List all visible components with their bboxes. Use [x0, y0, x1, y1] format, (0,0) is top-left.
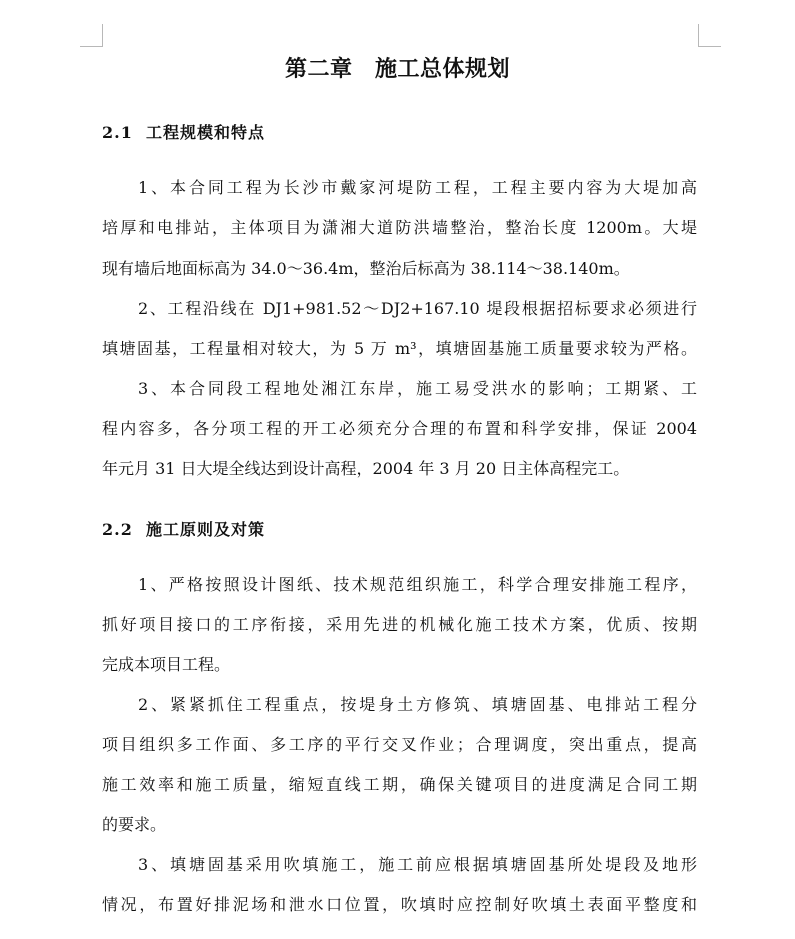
- paragraph-line: 情况，布置好排泥场和泄水口位置，吹填时应控制好吹填土表面平整度和: [102, 895, 697, 914]
- paragraph-line: 2、工程沿线在 DJ1+981.52～DJ2+167.10 堤段根据招标要求必须进行: [138, 299, 697, 318]
- paragraph-line: 现有墙后地面标高为 34.0～36.4m，整治后标高为 38.114～38.140m。: [102, 259, 630, 278]
- paragraph-line: 培厚和电排站，主体项目为潇湘大道防洪墙整治，整治长度 1200m。大堤: [102, 218, 697, 237]
- paragraph-line: 项目组织多工作面、多工序的平行交叉作业；合理调度，突出重点，提高: [102, 735, 697, 754]
- paragraph-line: 3、填塘固基采用吹填施工，施工前应根据填塘固基所处堤段及地形: [138, 855, 697, 874]
- section-heading-2-1: 2.1 工程规模和特点: [102, 123, 265, 142]
- paragraph-line: 填塘固基，工程量相对较大，为 5 万 m³，填塘固基施工质量要求较为严格。: [102, 339, 697, 358]
- paragraph-line: 1、严格按照设计图纸、技术规范组织施工，科学合理安排施工程序，: [138, 575, 697, 594]
- paragraph-line: 年元月 31 日大堤全线达到设计高程，2004 年 3 月 20 日主体高程完工。: [102, 459, 630, 478]
- paragraph-line: 1、本合同工程为长沙市戴家河堤防工程，工程主要内容为大堤加高: [138, 178, 697, 197]
- paragraph-line: 3、本合同段工程地处湘江东岸，施工易受洪水的影响；工期紧、工: [138, 379, 697, 398]
- paragraph-line: 的要求。: [102, 815, 167, 834]
- crop-mark-top-right: [698, 24, 721, 47]
- paragraph-line: 抓好项目接口的工序衔接，采用先进的机械化施工技术方案，优质、按期: [102, 615, 697, 634]
- paragraph-line: 2、紧紧抓住工程重点，按堤身土方修筑、填塘固基、电排站工程分: [138, 695, 697, 714]
- crop-mark-top-left: [80, 24, 103, 47]
- paragraph-line: 完成本项目工程。: [102, 655, 231, 674]
- section-heading-2-2: 2.2 施工原则及对策: [102, 520, 265, 539]
- paragraph-line: 程内容多，各分项工程的开工必须充分合理的布置和科学安排，保证 2004: [102, 419, 697, 438]
- chapter-title: 第二章 施工总体规划: [284, 56, 510, 82]
- paragraph-line: 施工效率和施工质量，缩短直线工期，确保关键项目的进度满足合同工期: [102, 775, 697, 794]
